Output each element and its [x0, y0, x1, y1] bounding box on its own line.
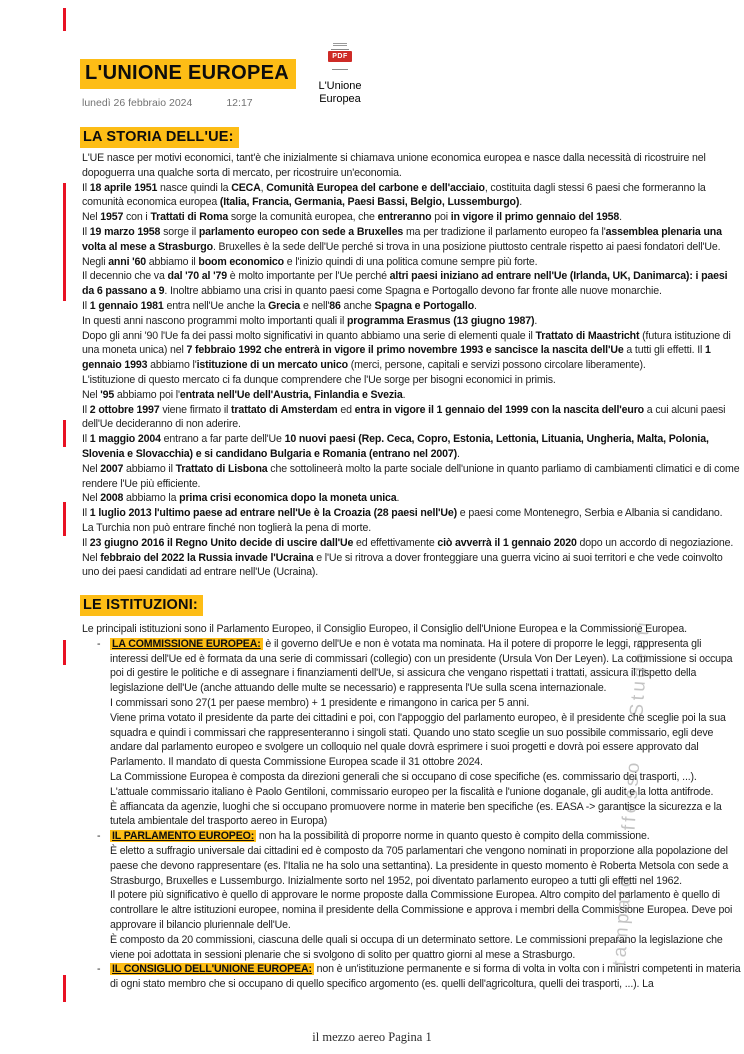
note-date: lunedì 26 febbraio 2024 — [82, 97, 193, 109]
bullet-item — [97, 637, 741, 832]
pdf-attachment[interactable] — [300, 42, 380, 106]
bullet-body — [110, 637, 741, 832]
paragraph: I commissari sono 27(1 per paese membro) + 1 presidente e rimangono in carica per 5 anni. — [110, 696, 530, 709]
paragraph: Dopo gli anni '90 l'Ue fa dei passi molto significativi in quanto abbiamo una serie di elementi quale il Trattato di Maastricht (futura istituzione di una moneta unica) nel 7 febbraio 1992 che entrerà in vigore il primo novembre 1993 e sancisce la nascita dell'Ue a tutti gli effetti. Il 1 gennaio 1993 abbiamo l'istituzione di un mercato unico (merci, persone, capitali e servizi possono circolare liberamente). — [82, 329, 731, 372]
paragraph: L'UE nasce per motivi economici, tant'è che inizialmente si chiamava unione economica europea e nasce dalla necessità di ricostruire nel dopoguerra una qualche sorta di mercato, per ricostruire un'economia. — [82, 152, 706, 179]
watermark-fragment: ffesso — [618, 758, 645, 832]
paragraph: Il 1 gennaio 1981 entra nell'Ue anche la Grecia e nell'86 anche Spagna e Portogallo. — [82, 299, 477, 312]
paragraph: L'attuale commissario italiano è Paolo Gentiloni, commissario europeo per la fiscalità e l'unione doganale, gli audit e la lotta antifrode. — [110, 785, 714, 798]
date-row — [82, 97, 253, 109]
section-heading-storia: LA STORIA DELL'UE: — [80, 127, 239, 148]
paragraph: Nel 2008 abbiamo la prima crisi economica dopo la moneta unica. — [82, 492, 400, 505]
paragraph: Negli anni '60 abbiamo il boom economico e l'inizio quindi di una politica comune sempre più forte. — [82, 255, 538, 268]
pdf-file-icon[interactable] — [327, 42, 353, 72]
paragraph: Il 19 marzo 1958 sorge il parlamento europeo con sede a Bruxelles ma per tradizione il parlamento europeo fa l'assemblea plenaria una volta al mese a Strasburgo. Bruxelles è la sede dell'Ue perché si trova in una posizione piuttosto centrale rispetto ai paesi fondatori dell'Ue. — [82, 225, 722, 253]
bullet-heading: IL CONSIGLIO DELL'UNIONE EUROPEA: — [112, 963, 312, 976]
red-change-bar — [63, 8, 66, 31]
section-heading-istituzioni: LE ISTITUZIONI: — [80, 595, 203, 616]
paragraph: In questi anni nascono programmi molto importanti quali il programma Erasmus (13 giugno 1987). — [82, 314, 538, 327]
page-footer: il mezzo aereo Pagina 1 — [312, 1030, 432, 1044]
bullet-heading: IL PARLAMENTO EUROPEO: — [112, 830, 255, 843]
paragraph: La Turchia non può entrare finché non toglierà la pena di morte. — [82, 521, 371, 534]
paragraph: Il 18 aprile 1951 nasce quindi la CECA, Comunità Europea del carbone e dell'acciaio, costituita dagli stessi 6 paesi che formeranno la comunità economica europea (Italia, Francia, Germania, Paesi Bassi, Belgio, Lussemburgo). — [82, 181, 706, 209]
pdf-sheet-foot — [332, 69, 348, 70]
institutions-bullets — [82, 637, 741, 992]
institutions-block — [82, 622, 741, 992]
history-paragraphs — [82, 151, 741, 580]
red-change-bar — [63, 640, 66, 665]
paragraph: È eletto a suffragio universale dai cittadini ed è composto da 705 parlamentari che vengono nominati in proporzione alla popolazione del paese che devono rappresentare (es. l'Italia ne ha solo una settantina). La presidente in questo momento è Roberta Metsola con sede a Strasburgo, Bruxelles e Lussemburgo. Inizialmente sorto nel 1952, poi diventato parlamento europeo a tutti gli effetti nel 1962. — [110, 844, 729, 887]
paragraph: Viene prima votato il presidente da parte dei cittadini e poi, con l'appoggio del parlamento europeo, è il presidente che sceglie poi la sua squadra e quindi i commissari che rappresenteranno i singoli stati. Quando uno stato sceglie un suo possibile commissario, egli deve andare dal parlamento europeo e svolgere un colloquio nel quale dovrà esprimere i suoi progetti e dovrà poi essere approvato dal Parlamento. Il mandato di questa Commissione Europea scade il 31 ottobre 2024. — [110, 711, 726, 769]
red-change-bar — [63, 975, 66, 1002]
bullet-dash: - — [97, 830, 101, 843]
paragraph: Il 1 maggio 2004 entrano a far parte dell'Ue 10 nuovi paesi (Rep. Ceca, Copro, Estonia, Lettonia, Lituania, Ungheria, Malta, Polonia, Slovenia e Slovacchia) e si candidano Bulgaria e Romania (entrano nel 2007). — [82, 433, 709, 460]
paragraph: Nel 1957 con i Trattati di Roma sorge la comunità europea, che entreranno poi in vigore il primo gennaio del 1958. — [82, 211, 622, 224]
paragraph: LA COMMISSIONE EUROPEA: è il governo dell'Ue e non è votata ma nominata. Ha il potere di proporre le leggi, rappresenta gli interessi dell'Ue ed è formata da una serie di commissari (collegio) con un presidente (Ursula Von Der Leyen). La commissione si occupa poi di gestire le politiche e di assegnare i finanziamenti dell'Ue, si assicura che vengano rispettati i trattati, assicura il rispetto della legislazione dell'Ue (anche attuando delle multe se necessario) e rappresenta l'Ue sulla scena internazionale. — [110, 637, 733, 695]
watermark-fragment: tampato — [609, 872, 637, 967]
paragraph: Il decennio che va dal '70 al '79 è molto importante per l'Ue perché altri paesi iniziano ad entrare nell'Ue (Irlanda, UK, Danimarca): i paesi da 6 passano a 9. Inoltre abbiamo una crisi in quanto paesi come Spagna e Portogallo devono far fronte alle nuove monarchie. — [82, 270, 728, 298]
paragraph: IL PARLAMENTO EUROPEO: non ha la possibilità di proporre norme in quanto questo è compito della commissione. — [112, 830, 650, 843]
bullet-dash: - — [97, 963, 101, 976]
watermark-fragment: Studenti — [626, 618, 655, 718]
institutions-intro: Le principali istituzioni sono il Parlamento Europeo, il Consiglio Europeo, il Consiglio dell'Unione Europea e la Commissione Europea. — [82, 623, 687, 635]
bullet-item — [97, 962, 741, 992]
red-change-bar — [63, 420, 66, 447]
paragraph: È composto da 20 commissioni, ciascuna delle quali si occupa di un determinato settore. Le commissioni preparano la legislazione che viene poi adottata in sessioni plenarie che si svolgono di solito per quattro giorni al mese a Strasburgo. — [110, 933, 723, 961]
red-change-bar — [63, 183, 66, 301]
paragraph: La Commissione Europea è composta da direzioni generali che si occupano di cose specifiche (es. commissario dei trasporti, ...). — [110, 770, 697, 783]
paragraph: Il 1 luglio 2013 l'ultimo paese ad entrare nell'Ue è la Croazia (28 paesi nell'Ue) e paesi come Montenegro, Serbia e Albania si candidano. — [82, 507, 723, 520]
bullet-dash: - — [97, 637, 101, 650]
pdf-badge: PDF — [328, 51, 352, 62]
bullet-item — [97, 829, 741, 962]
paragraph: È affiancata da agenzie, luoghi che si occupano promuovere norme in materie ben specifiche (es. EASA -> garantisce la sicurezza e la tutela ambientale del trasporto aereo in Europa) — [110, 800, 722, 828]
bullet-body — [110, 962, 741, 992]
bullet-body — [110, 829, 741, 962]
attachment-label[interactable]: L'Unione Europea — [318, 80, 362, 105]
paragraph: Nel '95 abbiamo poi l'entrata nell'Ue dell'Austria, Finlandia e Svezia. — [82, 388, 406, 401]
bullet-heading: LA COMMISSIONE EUROPEA: — [112, 637, 261, 650]
paragraph: Nel febbraio del 2022 la Russia invade l'Ucraina e l'Ue si ritrova a dover fronteggiare una guerra vicino ai suoi territori e che vede coinvolto uno dei paesi candidati ad entrare nell'Ue (Ucraina). — [82, 551, 723, 579]
paragraph: Il 2 ottobre 1997 viene firmato il trattato di Amsterdam ed entra in vigore il 1 gennaio del 1999 con la nascita dell'euro a cui alcuni paesi dell'Ue decideranno di non aderire. — [82, 403, 726, 431]
pdf-sheet-icon — [331, 42, 349, 50]
note-time: 12:17 — [226, 97, 253, 109]
paragraph: Nel 2007 abbiamo il Trattato di Lisbona che sottolineerà molto la parte sociale dell'unione in quanto parliamo di cambiamenti climatici e di come rendere l'Ue più efficiente. — [82, 462, 740, 490]
page-title: L'UNIONE EUROPEA — [80, 59, 296, 89]
paragraph: IL CONSIGLIO DELL'UNIONE EUROPEA: non è un'istituzione permanente e si forma di volta in volta con i ministri competenti in materia di ogni stato membro che si occupano di quello specifico argomento (es. quelli dell'agricoltura, quelli dei trasporti, ...). La — [110, 963, 741, 991]
red-change-bar — [63, 502, 66, 536]
paragraph: Il potere più significativo è quello di approvare le norme proposte dalla Commissione Europea. Altro compito del parlamento è quello di controllare le altre istituzioni europee, nomina il presidente della Commissione e approva i membri della Commissione Europea. Deve poi approvare il bilancio pluriennale dell'Ue. — [110, 889, 733, 931]
paragraph: L'istituzione di questo mercato ci fa dunque comprendere che l'Ue sorge per bisogni economici in primis. — [82, 373, 556, 386]
paragraph: Il 23 giugno 2016 il Regno Unito decide di uscire dall'Ue ed effettivamente ciò avverrà il 1 gennaio 2020 dopo un accordo di negoziazione. — [82, 536, 734, 549]
